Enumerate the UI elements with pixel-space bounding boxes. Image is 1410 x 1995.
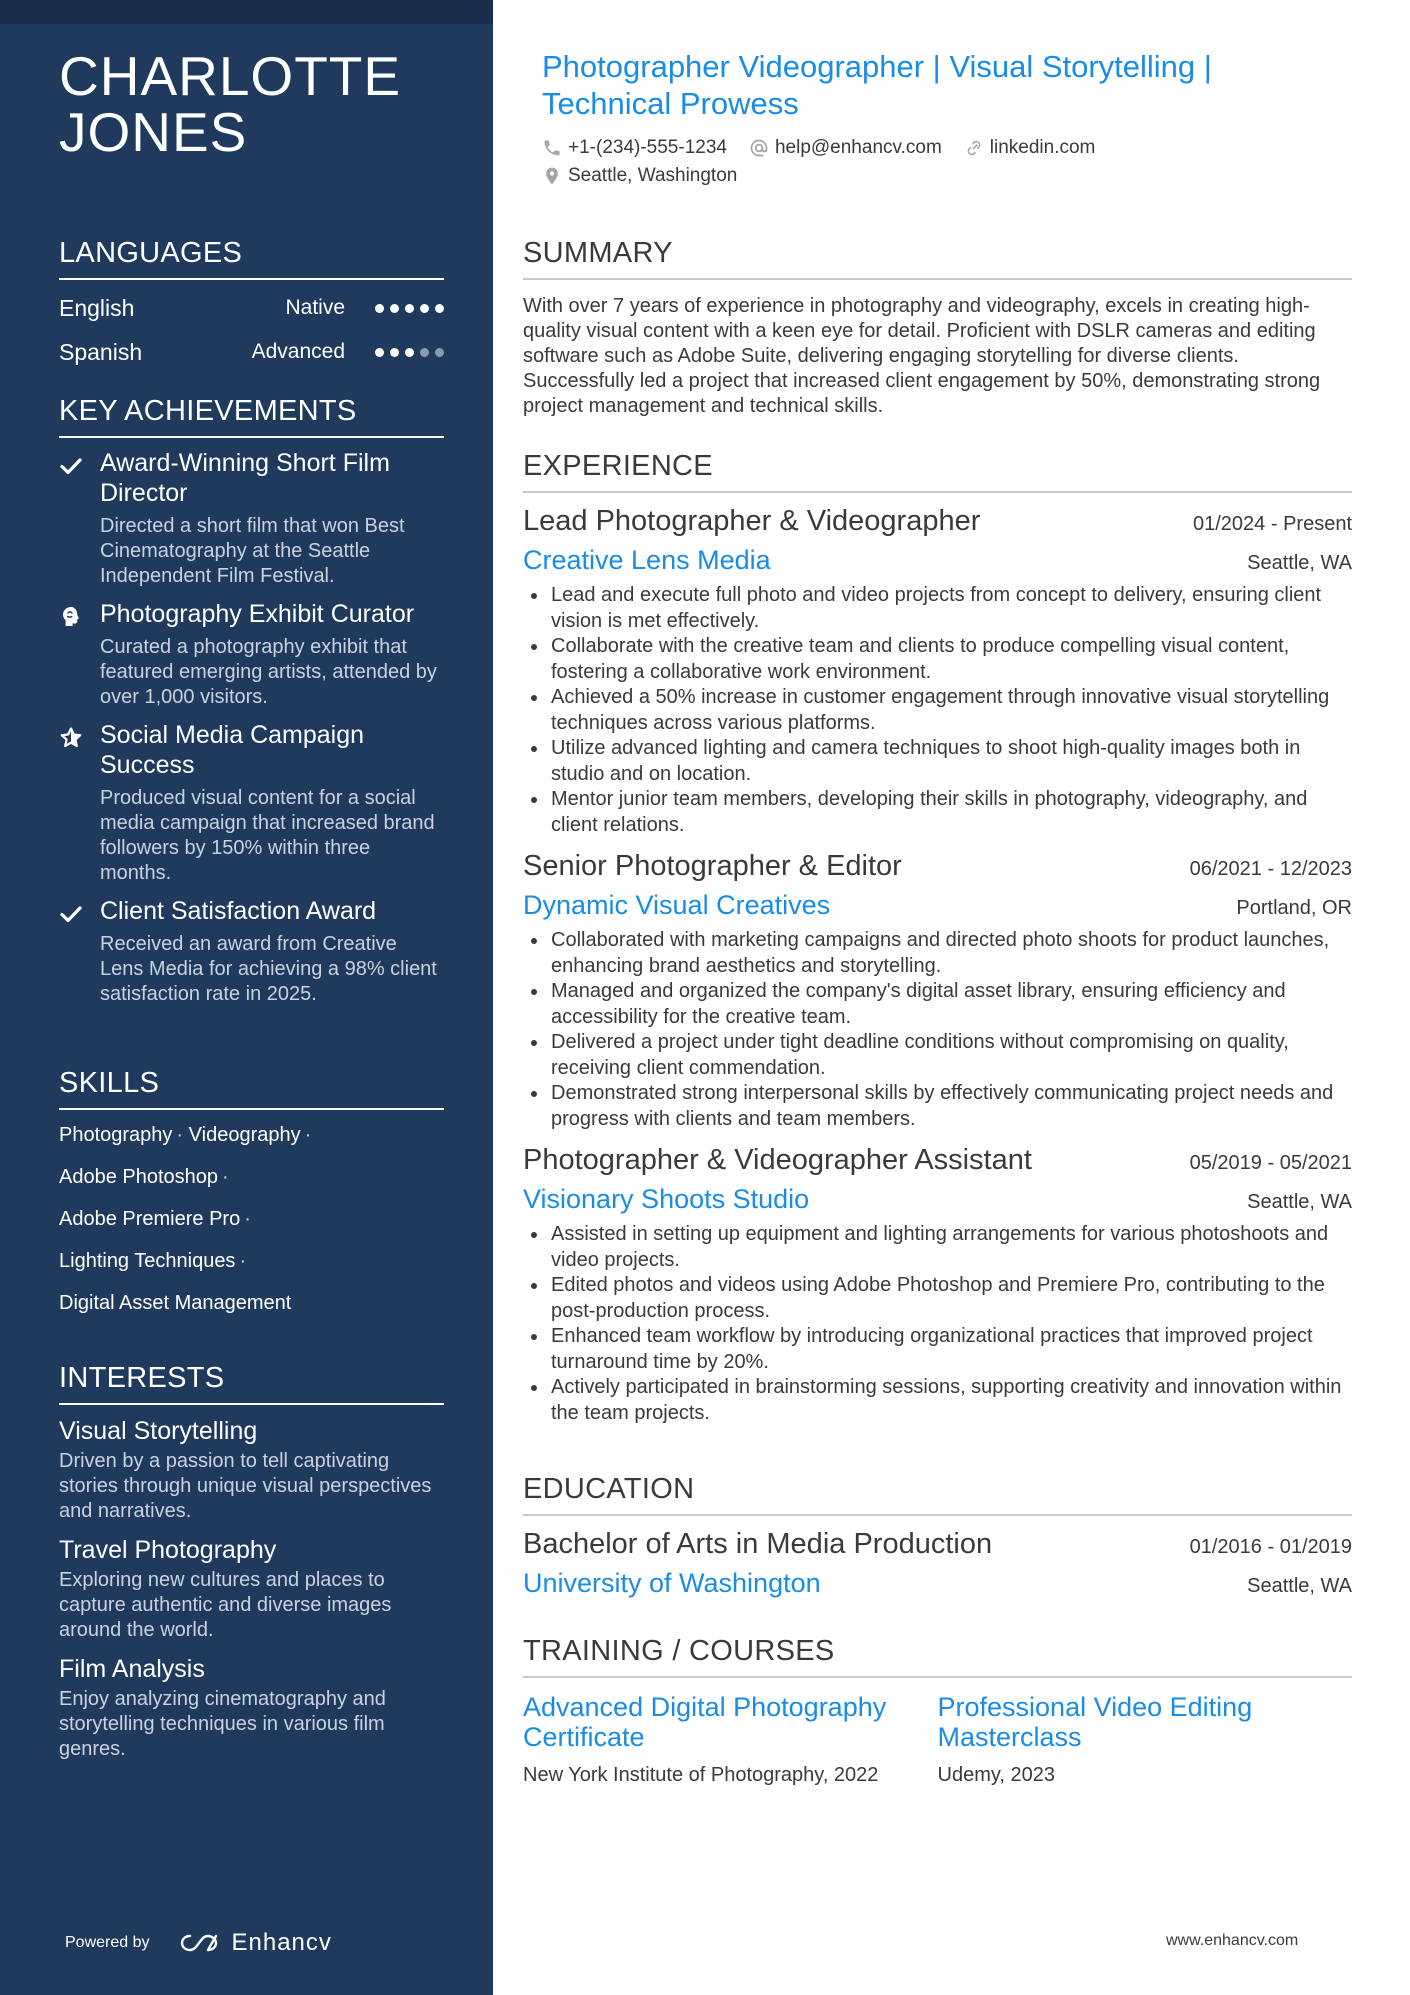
interest-item [59, 1415, 444, 1524]
language-rating [375, 348, 444, 357]
job-bullets [523, 1222, 1352, 1426]
job-bullet: Mentor junior team members, developing their skills in photography, videography, and client relations. [523, 787, 1352, 838]
interest-description: Exploring new cultures and places to capture authentic and diverse images around the world. [59, 1569, 392, 1641]
achievement-title: Client Satisfaction Award [100, 897, 377, 925]
skill-line [59, 1198, 444, 1240]
achievement-description: Received an award from Creative Lens Media for achieving a 98% client satisfaction rate in 2025. [100, 933, 437, 1005]
job-bullet: Utilize advanced lighting and camera techniques to shoot high-quality images both in studio and on location. [523, 736, 1352, 787]
rating-dot [375, 348, 384, 357]
achievement-title: Photography Exhibit Curator [100, 600, 415, 628]
job-location: Seattle, WA [1247, 552, 1352, 574]
skill-item: Photography [59, 1124, 173, 1146]
skills-section [59, 1066, 444, 1324]
achievement-item [59, 720, 444, 886]
skill-item: Videography [188, 1124, 301, 1146]
skill-item: Lighting Techniques [59, 1250, 236, 1272]
rating-dot [405, 304, 414, 313]
course-title: Professional Video Editing Masterclass [937, 1692, 1253, 1752]
languages-section [59, 236, 444, 374]
achievement-title: Social Media Campaign Success [100, 721, 365, 779]
job-bullet: Enhanced team workflow by introducing organizational practices that improved project turnaround time by 20%. [523, 1324, 1352, 1375]
job-bullets [523, 583, 1352, 838]
interest-item [59, 1653, 444, 1762]
education-section [523, 1472, 1352, 1600]
candidate-name: CHARLOTTE JONES [59, 45, 402, 163]
contact-info [542, 134, 1322, 190]
language-name: English [59, 294, 135, 321]
job-location: Portland, OR [1236, 897, 1352, 919]
job-entry [523, 503, 1352, 838]
brain-icon [59, 599, 100, 710]
achievement-item [59, 448, 444, 589]
skill-separator: · [304, 1124, 312, 1146]
language-rating [375, 304, 444, 313]
linkedin-contact[interactable] [964, 137, 1096, 159]
sidebar-top-strip [0, 0, 493, 24]
education-location: Seattle, WA [1247, 1575, 1352, 1597]
company-name: Dynamic Visual Creatives [523, 890, 831, 920]
education-dates: 01/2016 - 01/2019 [1189, 1536, 1352, 1558]
location-text: Seattle, Washington [568, 165, 738, 186]
skill-separator: · [222, 1166, 229, 1188]
job-dates: 06/2021 - 12/2023 [1189, 858, 1352, 880]
course-title: Advanced Digital Photography Certificate [523, 1692, 887, 1752]
skill-line [59, 1114, 444, 1156]
location-pin-icon [542, 166, 562, 186]
skill-separator: · [239, 1250, 247, 1272]
summary-text: With over 7 years of experience in photography and videography, excels in creating high-quality visual content with a keen eye for detail. Proficient with DSLR cameras and editing software such as Adobe Suite, delivering engaging storytelling for diverse clients. Successfully led a project that increased client engagement by 50%, demonstrating strong project management and technical skills. [523, 295, 1321, 417]
linkedin-text: linkedin.com [989, 137, 1096, 158]
rating-dot [420, 304, 429, 313]
education-heading: EDUCATION [523, 1472, 1352, 1516]
powered-by-label: Powered by [65, 1934, 150, 1951]
location-contact [542, 165, 737, 187]
enhancv-logo-icon [178, 1931, 224, 1955]
headline: Photographer Videographer | Visual Storytelling | Technical Prowess [542, 49, 1212, 121]
skill-separator: · [244, 1208, 251, 1230]
job-bullet: Assisted in setting up equipment and lighting arrangements for various photoshoots and video projects. [523, 1222, 1352, 1273]
phone-contact[interactable] [542, 137, 727, 159]
course-meta: New York Institute of Photography, 2022 [523, 1764, 879, 1786]
job-title: Lead Photographer & Videographer [523, 505, 981, 537]
achievement-title: Award-Winning Short Film Director [100, 449, 390, 507]
job-entry [523, 848, 1352, 1132]
job-bullet: Collaborate with the creative team and clients to produce compelling visual content, fostering a collaborative work environment. [523, 634, 1352, 685]
sidebar [0, 0, 493, 1995]
interest-description: Enjoy analyzing cinematography and storytelling techniques in various film genres. [59, 1688, 386, 1760]
interest-description: Driven by a passion to tell captivating stories through unique visual perspectives and narratives. [59, 1450, 432, 1522]
job-bullet: Collaborated with marketing campaigns and directed photo shoots for product launches, enhancing brand aesthetics and storytelling. [523, 928, 1352, 979]
interest-title: Travel Photography [59, 1536, 277, 1564]
languages-heading: LANGUAGES [59, 236, 444, 280]
company-name: Creative Lens Media [523, 545, 771, 575]
experience-heading: EXPERIENCE [523, 449, 1352, 493]
rating-dot [435, 304, 444, 313]
interest-item [59, 1534, 444, 1643]
job-bullet: Actively participated in brainstorming sessions, supporting creativity and innovation within the team projects. [523, 1375, 1352, 1426]
language-item [59, 286, 444, 330]
achievement-description: Directed a short film that won Best Cinematography at the Seattle Independent Film Festival. [100, 515, 405, 587]
achievements-section [59, 394, 444, 1007]
job-bullet: Managed and organized the company's digital asset library, ensuring efficiency and accessibility for the creative team. [523, 979, 1352, 1030]
job-title: Senior Photographer & Editor [523, 850, 902, 882]
rating-dot [405, 348, 414, 357]
main-content [523, 0, 1352, 1995]
job-entry [523, 1142, 1352, 1426]
skill-line [59, 1156, 444, 1198]
interest-title: Film Analysis [59, 1655, 205, 1683]
course-meta: Udemy, 2023 [937, 1764, 1055, 1786]
degree: Bachelor of Arts in Media Production [523, 1528, 993, 1560]
at-icon [749, 138, 769, 158]
language-level: Native [285, 296, 345, 319]
language-name: Spanish [59, 338, 143, 365]
rating-dot [390, 348, 399, 357]
skills-heading: SKILLS [59, 1066, 444, 1110]
enhancv-logo[interactable] [178, 1929, 332, 1957]
interest-title: Visual Storytelling [59, 1417, 258, 1445]
language-item [59, 330, 444, 374]
school-name: University of Washington [523, 1568, 821, 1598]
language-level: Advanced [251, 340, 345, 363]
job-bullet: Edited photos and videos using Adobe Photoshop and Premiere Pro, contributing to the post-production process. [523, 1273, 1352, 1324]
star-icon [59, 720, 100, 886]
job-bullet: Demonstrated strong interpersonal skills by effectively communicating project needs and progress with clients and team members. [523, 1081, 1352, 1132]
email-text: help@enhancv.com [774, 137, 942, 158]
achievement-description: Produced visual content for a social media campaign that increased brand followers by 150% within three months. [100, 787, 435, 884]
achievement-description: Curated a photography exhibit that featured emerging artists, attended by over 1,000 visitors. [100, 636, 437, 708]
phone-icon [542, 138, 562, 158]
skill-item: Digital Asset Management [59, 1292, 292, 1314]
phone-text: +1-(234)-555-1234 [568, 137, 727, 158]
skill-line [59, 1282, 444, 1324]
rating-dot [420, 348, 429, 357]
link-icon [964, 138, 984, 158]
check-icon [59, 448, 100, 589]
achievement-item [59, 896, 444, 1007]
job-dates: 05/2019 - 05/2021 [1189, 1152, 1352, 1174]
training-section [523, 1634, 1352, 1788]
email-contact[interactable] [749, 137, 942, 159]
company-name: Visionary Shoots Studio [523, 1184, 810, 1214]
course-item [523, 1692, 938, 1788]
job-dates: 01/2024 - Present [1193, 513, 1352, 535]
interests-heading: INTERESTS [59, 1361, 444, 1405]
skill-item: Adobe Premiere Pro [59, 1208, 241, 1230]
achievements-heading: KEY ACHIEVEMENTS [59, 394, 444, 438]
rating-dot [435, 348, 444, 357]
education-entry [523, 1526, 1352, 1600]
course-item [938, 1692, 1353, 1788]
rating-dot [390, 304, 399, 313]
job-bullet: Delivered a project under tight deadline conditions without compromising on quality, receiving client commendation. [523, 1030, 1352, 1081]
summary-heading: SUMMARY [523, 236, 1352, 280]
training-heading: TRAINING / COURSES [523, 1634, 1352, 1678]
job-bullets [523, 928, 1352, 1132]
job-bullet: Achieved a 50% increase in customer engagement through innovative visual storytelling techniques across various platforms. [523, 685, 1352, 736]
achievement-item [59, 599, 444, 710]
job-bullet: Lead and execute full photo and video projects from concept to delivery, ensuring client vision is met effectively. [523, 583, 1352, 634]
skill-item: Adobe Photoshop [59, 1166, 219, 1188]
rating-dot [375, 304, 384, 313]
powered-by [65, 1929, 332, 1957]
skill-line [59, 1240, 444, 1282]
job-location: Seattle, WA [1247, 1191, 1352, 1213]
website-link[interactable]: www.enhancv.com [1166, 1932, 1299, 1949]
job-title: Photographer & Videographer Assistant [523, 1144, 1032, 1176]
experience-section [523, 449, 1352, 1426]
enhancv-brand-name: Enhancv [231, 1929, 332, 1956]
check-icon [59, 896, 100, 1007]
interests-section [59, 1361, 444, 1762]
summary-section [523, 236, 1352, 419]
skill-separator: · [176, 1124, 184, 1146]
